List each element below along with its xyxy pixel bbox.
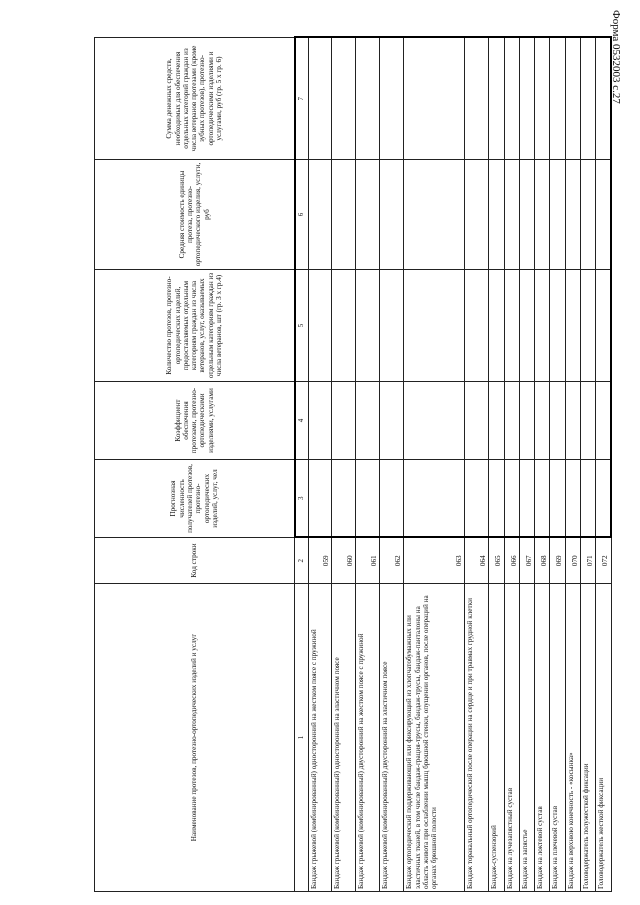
row-cell-col7[interactable] xyxy=(308,38,332,160)
row-name: Бандаж ортопедический поддерживающий или фиксирующий из хлопчатобумажных или эластичных тканей, в том числе бандаж-грация-трусы, бандаж-трусы, бандаж-панталоны на область живота при ослаблении мышц брюшной стенки, опущении органов, после операций на органах брюшной полости xyxy=(404,584,465,892)
row-cell-col3[interactable] xyxy=(596,460,611,538)
row-cell-col7[interactable] xyxy=(489,38,504,160)
row-cell-col5[interactable] xyxy=(504,270,519,382)
row-name: Бандаж грыжевой (комбинированный) односторонний на эластичном поясе xyxy=(332,584,356,892)
row-cell-col4[interactable] xyxy=(404,382,465,460)
row-cell-col5[interactable] xyxy=(580,270,595,382)
row-name: Бандаж-суспензорий xyxy=(489,584,504,892)
table-body xyxy=(308,38,611,892)
row-cell-col4[interactable] xyxy=(596,382,611,460)
row-cell-col3[interactable] xyxy=(489,460,504,538)
row-cell-col4[interactable] xyxy=(332,382,356,460)
row-cell-col7[interactable] xyxy=(332,38,356,160)
row-cell-col3[interactable] xyxy=(404,460,465,538)
row-cell-col3[interactable] xyxy=(308,460,332,538)
row-code: 068 xyxy=(535,538,550,584)
row-cell-col6[interactable] xyxy=(332,160,356,270)
row-cell-col4[interactable] xyxy=(519,382,534,460)
row-code: 066 xyxy=(504,538,519,584)
header-row xyxy=(95,38,295,892)
form-reference: Форма 0532003 с.27 xyxy=(610,10,622,104)
row-name: Бандаж на локтевой сустав xyxy=(535,584,550,892)
row-code: 065 xyxy=(489,538,504,584)
row-cell-col4[interactable] xyxy=(550,382,565,460)
table-row xyxy=(332,38,356,892)
row-name: Бандаж на лучезапястный сустав xyxy=(504,584,519,892)
row-cell-col4[interactable] xyxy=(308,382,332,460)
col-number: 7 xyxy=(295,38,309,160)
header-sum: Сумма денежных средств, необходимых для обеспечения отдельных категорий граждан из числа ветеранов протезами (кроме зубных протезов), протезно-ортопедическими изделиями и услугами, руб (гр. 5 х гр. 6) xyxy=(95,38,295,160)
row-cell-col4[interactable] xyxy=(465,382,489,460)
row-cell-col6[interactable] xyxy=(404,160,465,270)
row-cell-col6[interactable] xyxy=(465,160,489,270)
row-cell-col5[interactable] xyxy=(332,270,356,382)
table-row xyxy=(565,38,580,892)
row-cell-col3[interactable] xyxy=(465,460,489,538)
table-row xyxy=(465,38,489,892)
row-cell-col6[interactable] xyxy=(308,160,332,270)
table-row xyxy=(596,38,611,892)
table-row xyxy=(550,38,565,892)
row-cell-col7[interactable] xyxy=(356,38,380,160)
prosthetics-table xyxy=(94,37,612,893)
row-cell-col4[interactable] xyxy=(535,382,550,460)
col-number: 4 xyxy=(295,382,309,460)
table-row xyxy=(404,38,465,892)
row-cell-col7[interactable] xyxy=(404,38,465,160)
row-cell-col5[interactable] xyxy=(550,270,565,382)
row-code: 060 xyxy=(332,538,356,584)
table-container xyxy=(94,38,612,892)
col-number: 6 xyxy=(295,160,309,270)
row-cell-col3[interactable] xyxy=(535,460,550,538)
row-cell-col5[interactable] xyxy=(465,270,489,382)
row-cell-col7[interactable] xyxy=(504,38,519,160)
row-cell-col3[interactable] xyxy=(550,460,565,538)
row-cell-col4[interactable] xyxy=(580,382,595,460)
row-code: 061 xyxy=(356,538,380,584)
table-row xyxy=(535,38,550,892)
table-row xyxy=(380,38,404,892)
row-cell-col6[interactable] xyxy=(565,160,580,270)
table-row xyxy=(519,38,534,892)
col-number: 2 xyxy=(295,538,309,584)
row-cell-col7[interactable] xyxy=(550,38,565,160)
row-name: Бандаж торакальный ортопедический после операции на сердце и при травмах грудной клетки xyxy=(465,584,489,892)
row-cell-col7[interactable] xyxy=(380,38,404,160)
header-code: Код строки xyxy=(95,538,295,584)
table-row xyxy=(489,38,504,892)
row-cell-col6[interactable] xyxy=(489,160,504,270)
row-name: Бандаж на плечевой сустав xyxy=(550,584,565,892)
row-cell-col4[interactable] xyxy=(356,382,380,460)
row-cell-col3[interactable] xyxy=(580,460,595,538)
row-cell-col5[interactable] xyxy=(565,270,580,382)
row-code: 063 xyxy=(404,538,465,584)
table-row xyxy=(504,38,519,892)
row-name: Бандаж на запястье xyxy=(519,584,534,892)
row-cell-col5[interactable] xyxy=(519,270,534,382)
row-cell-col7[interactable] xyxy=(465,38,489,160)
row-cell-col6[interactable] xyxy=(596,160,611,270)
row-cell-col7[interactable] xyxy=(535,38,550,160)
row-cell-col6[interactable] xyxy=(580,160,595,270)
row-cell-col4[interactable] xyxy=(380,382,404,460)
row-code: 071 xyxy=(580,538,595,584)
row-cell-col3[interactable] xyxy=(380,460,404,538)
header-avg-cost: Средняя стоимость единицы протеза, протезно-ортопедического изделия, услуги, руб xyxy=(95,160,295,270)
row-code: 059 xyxy=(308,538,332,584)
row-cell-col7[interactable] xyxy=(519,38,534,160)
row-cell-col6[interactable] xyxy=(519,160,534,270)
table-row xyxy=(356,38,380,892)
row-cell-col5[interactable] xyxy=(535,270,550,382)
row-cell-col5[interactable] xyxy=(356,270,380,382)
row-cell-col6[interactable] xyxy=(550,160,565,270)
row-cell-col3[interactable] xyxy=(519,460,534,538)
col-number: 5 xyxy=(295,270,309,382)
row-cell-col6[interactable] xyxy=(535,160,550,270)
row-name: Бандаж на верхнюю конечность - «косынка» xyxy=(565,584,580,892)
row-code: 072 xyxy=(596,538,611,584)
row-cell-col4[interactable] xyxy=(489,382,504,460)
row-cell-col6[interactable] xyxy=(504,160,519,270)
row-cell-col7[interactable] xyxy=(596,38,611,160)
table-row xyxy=(580,38,595,892)
row-cell-col3[interactable] xyxy=(565,460,580,538)
row-code: 069 xyxy=(550,538,565,584)
column-number-row xyxy=(295,38,309,892)
header-name: Наименование протезов, протезно-ортопедических изделий и услуг xyxy=(95,584,295,892)
row-name: Бандаж грыжевой (комбинированный) двусторонний на эластичном поясе xyxy=(380,584,404,892)
row-cell-col7[interactable] xyxy=(565,38,580,160)
header-forecast: Прогнозная численность получателей протезов, протезно-ортопедических изделий, услуг, чел xyxy=(95,460,295,538)
header-coefficient: Коэффициент обеспечения протезами, протезно-ортопедическими изделиями, услугами xyxy=(95,382,295,460)
row-code: 064 xyxy=(465,538,489,584)
row-cell-col3[interactable] xyxy=(332,460,356,538)
row-cell-col7[interactable] xyxy=(580,38,595,160)
row-cell-col5[interactable] xyxy=(308,270,332,382)
row-cell-col5[interactable] xyxy=(380,270,404,382)
row-name: Головодержатель жесткой фиксации xyxy=(596,584,611,892)
row-cell-col5[interactable] xyxy=(596,270,611,382)
row-name: Бандаж грыжевой (комбинированный) двусторонний на жестком поясе с пружиной xyxy=(356,584,380,892)
col-number: 3 xyxy=(295,460,309,538)
row-cell-col4[interactable] xyxy=(565,382,580,460)
row-name: Головодержатель полужесткой фиксации xyxy=(580,584,595,892)
row-cell-col6[interactable] xyxy=(356,160,380,270)
row-code: 070 xyxy=(565,538,580,584)
table-row xyxy=(308,38,332,892)
row-cell-col3[interactable] xyxy=(356,460,380,538)
row-cell-col5[interactable] xyxy=(489,270,504,382)
header-quantity: Количество протезов, протезно-ортопедических изделий, предоставляемых отдельным категориям граждан из числа ветеранов, услуг, оказываемых отдельным категориям граждан из числа ветеранов, шт (гр. 3 х гр.4) xyxy=(95,270,295,382)
row-cell-col4[interactable] xyxy=(504,382,519,460)
row-name: Бандаж грыжевой (комбинированный) односторонний на жестком поясе с пружиной xyxy=(308,584,332,892)
row-code: 062 xyxy=(380,538,404,584)
row-cell-col6[interactable] xyxy=(380,160,404,270)
col-number: 1 xyxy=(295,584,309,892)
row-cell-col3[interactable] xyxy=(504,460,519,538)
row-cell-col5[interactable] xyxy=(404,270,465,382)
row-code: 067 xyxy=(519,538,534,584)
